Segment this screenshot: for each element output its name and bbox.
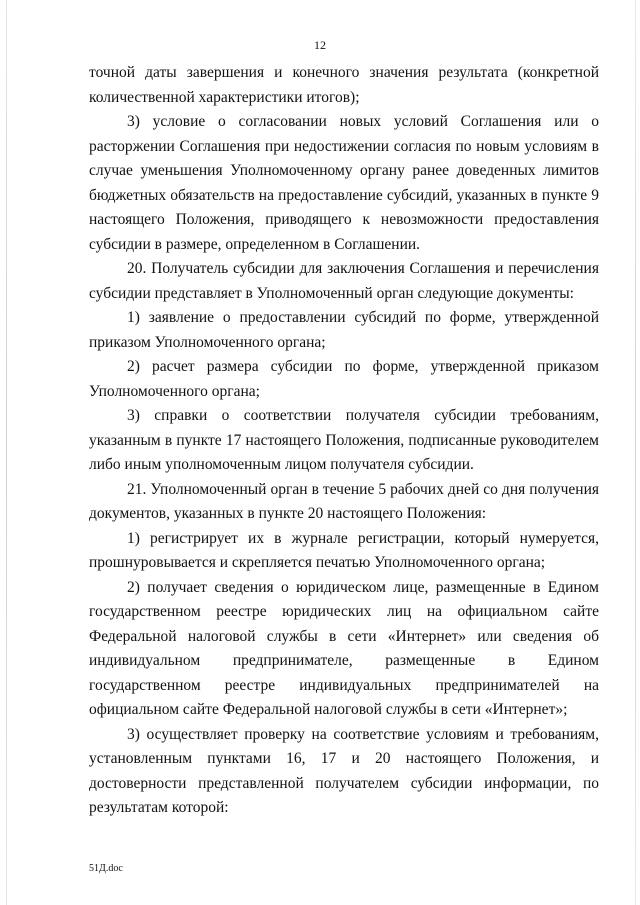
document-body xyxy=(89,61,599,821)
paragraph: 20. Получатель субсидии для заключения Соглашения и перечисления субсидии представляет в Уполномоченный орган следующие документы: xyxy=(89,260,599,302)
scan-edge-left xyxy=(6,0,7,905)
paragraph: 1) регистрирует их в журнале регистрации, который нумеруется, прошнуровывается и скрепляется печатью Уполномоченного органа; xyxy=(89,529,599,571)
paragraph: точной даты завершения и конечного значения результата (конкретной количественной характеристики итогов); xyxy=(89,64,599,106)
paragraph: 21. Уполномоченный орган в течение 5 рабочих дней со дня получения документов, указанных в пункте 20 настоящего Положения: xyxy=(89,480,599,522)
paragraph: 2) расчет размера субсидии по форме, утвержденной приказом Уполномоченного органа; xyxy=(89,358,599,400)
paragraph: 3) условие о согласовании новых условий Соглашения или о расторжении Соглашения при недостижении согласия по новым условиям в случае уменьшения Уполномоченному органу ранее доведенных лимитов бюджетных обязательств на предоставление субсидий, указанных в пункте 9 настоящего Положения, приводящего к невозможности предоставления субсидии в размере, определенном в Соглашении. xyxy=(89,113,599,253)
paragraph: 1) заявление о предоставлении субсидий по форме, утвержденной приказом Уполномоченного органа; xyxy=(89,309,599,351)
scan-edge-right xyxy=(635,0,636,905)
page-number: 12 xyxy=(314,38,326,52)
paragraph: 2) получает сведения о юридическом лице, размещенные в Едином государственном реестре юридических лиц на официальном сайте Федеральной налоговой службы в сети «Интернет» или сведения об индивидуальном предпринимателе, размещенные в Едином государственном реестре индивидуальных предпринимателей на официальном сайте Федеральной налоговой службы в сети «Интернет»; xyxy=(89,578,599,718)
paragraph: 3) осуществляет проверку на соответствие условиям и требованиям, установленным пунктами 16, 17 и 20 настоящего Положения, и достоверности представленной получателем субсидии информации, по результатам которой: xyxy=(89,725,599,816)
file-name-footer: 51Д.doc xyxy=(89,863,123,874)
paragraph: 3) справки о соответствии получателя субсидии требованиям, указанным в пункте 17 настоящего Положения, подписанные руководителем либо иным уполномоченным лицом получателя субсидии. xyxy=(89,407,599,473)
